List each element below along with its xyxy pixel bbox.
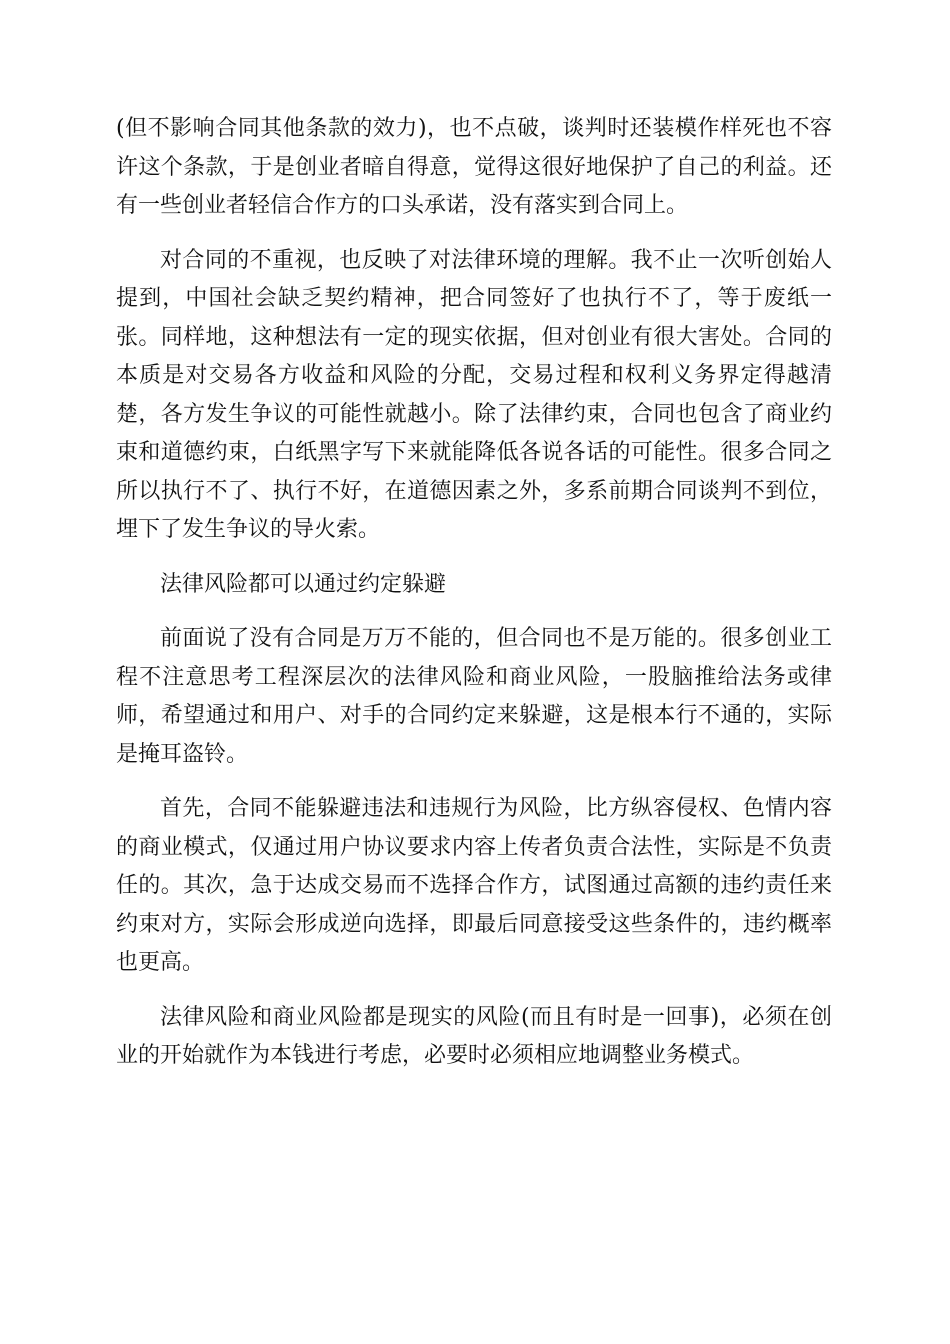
paragraph-first-second: 首先，合同不能躲避违法和违规行为风险，比方纵容侵权、色情内容的商业模式，仅通过用户协议要求内容上传者负责合法性，实际是不负责任的。其次，急于达成交易而不选择合作方，试图通过高额的违约责任来约束对方，实际会形成逆向选择，即最后同意接受这些条件的，违约概率也更高。 <box>116 796 832 975</box>
document-body <box>116 110 832 1092</box>
section-heading: 法律风险都可以通过约定躲避 <box>160 571 447 597</box>
paragraph-contract-neglect: 对合同的不重视，也反映了对法律环境的理解。我不止一次听创始人提到，中国社会缺乏契约精神，把合同签好了也执行不了，等于废纸一张。同样地，这种想法有一定的现实依据，但对创业有很大害处。合同的本质是对交易各方收益和风险的分配，交易过程和权利义务界定得越清楚，各方发生争议的可能性就越小。除了法律约束，合同也包含了商业约束和道德约束，白纸黑字写下来就能降低各说各话的可能性。很多合同之所以执行不了、执行不好，在道德因素之外，多系前期合同谈判不到位，埋下了发生争议的导火索。 <box>116 247 832 542</box>
paragraph-continuation: (但不影响合同其他条款的效力)，也不点破，谈判时还装模作样死也不容许这个条款，于是创业者暗自得意，觉得这很好地保护了自己的利益。还有一些创业者轻信合作方的口头承诺，没有落实到合同上。 <box>116 116 832 218</box>
paragraph-conclusion: 法律风险和商业风险都是现实的风险(而且有时是一回事)，必须在创业的开始就作为本钱进行考虑，必要时必须相应地调整业务模式。 <box>116 1004 832 1068</box>
paragraph-contract-limits: 前面说了没有合同是万万不能的，但合同也不是万能的。很多创业工程不注意思考工程深层次的法律风险和商业风险，一股脑推给法务或律师，希望通过和用户、对手的合同约定来躲避，这是根本行不通的，实际是掩耳盗铃。 <box>116 626 832 767</box>
